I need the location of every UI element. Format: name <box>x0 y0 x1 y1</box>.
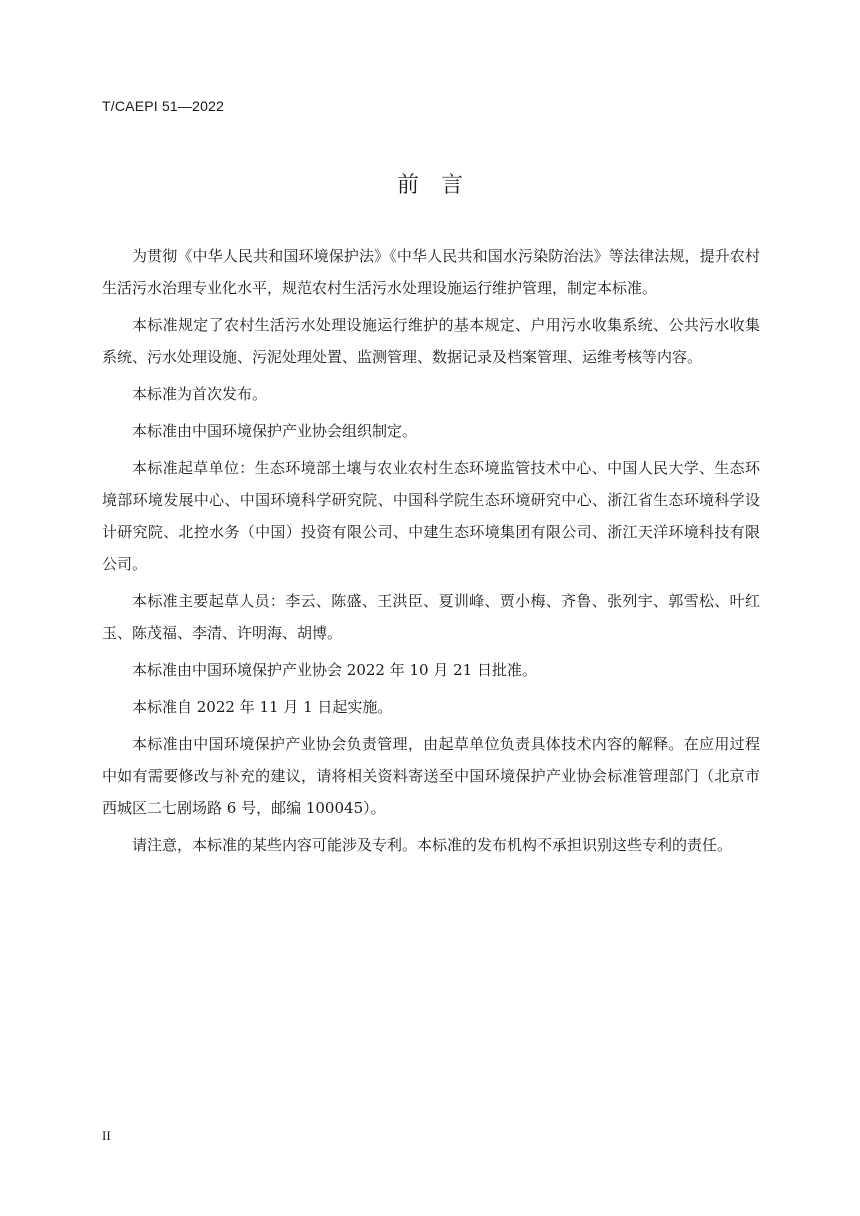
paragraph-patent-notice: 请注意，本标准的某些内容可能涉及专利。本标准的发布机构不承担识别这些专利的责任。 <box>132 836 733 854</box>
paragraph-drafting-units: 本标准起草单位：生态环境部土壤与农业农村生态环境监管技术中心、中国人民大学、生态环境部环境发展中心、中国环境科学研究院、中国科学院生态环境研究中心、浙江省生态环境科学设计研究院、北控水务（中国）投资有限公司、中建生态环境集团有限公司、浙江天洋环境科技有限公司。 <box>102 459 760 573</box>
document-code: T/CAEPI 51—2022 <box>102 98 225 114</box>
paragraph-scope: 本标准规定了农村生活污水处理设施运行维护的基本规定、户用污水收集系统、公共污水收集系统、污水处理设施、污泥处理处置、监测管理、数据记录及档案管理、运维考核等内容。 <box>102 316 760 366</box>
paragraph-effective-date: 本标准自 2022 年 11 月 1 日起实施。 <box>132 698 393 716</box>
paragraph-first-release: 本标准为首次发布。 <box>132 385 268 403</box>
paragraph-management: 本标准由中国环境保护产业协会负责管理，由起草单位负责具体技术内容的解释。在应用过程中如有需要修改与补充的建议，请将相关资料寄送至中国环境保护产业协会标准管理部门（北京市西城区二七剧场路 6 号，邮编 100045）。 <box>102 735 760 817</box>
paragraph-organizer: 本标准由中国环境保护产业协会组织制定。 <box>132 422 418 440</box>
paragraph-drafters: 本标准主要起草人员：李云、陈盛、王洪臣、夏训峰、贾小梅、齐鲁、张列宇、郭雪松、叶红玉、陈茂福、李清、许明海、胡博。 <box>102 592 760 642</box>
paragraph-purpose: 为贯彻《中华人民共和国环境保护法》《中华人民共和国水污染防治法》等法律法规，提升农村生活污水治理专业化水平，规范农村生活污水处理设施运行维护管理，制定本标准。 <box>102 247 760 297</box>
page-title: 前言 <box>396 173 485 198</box>
page-number: II <box>102 1128 111 1143</box>
foreword-body <box>102 240 760 866</box>
paragraph-approval-date: 本标准由中国环境保护产业协会 2022 年 10 月 21 日批准。 <box>132 661 537 679</box>
